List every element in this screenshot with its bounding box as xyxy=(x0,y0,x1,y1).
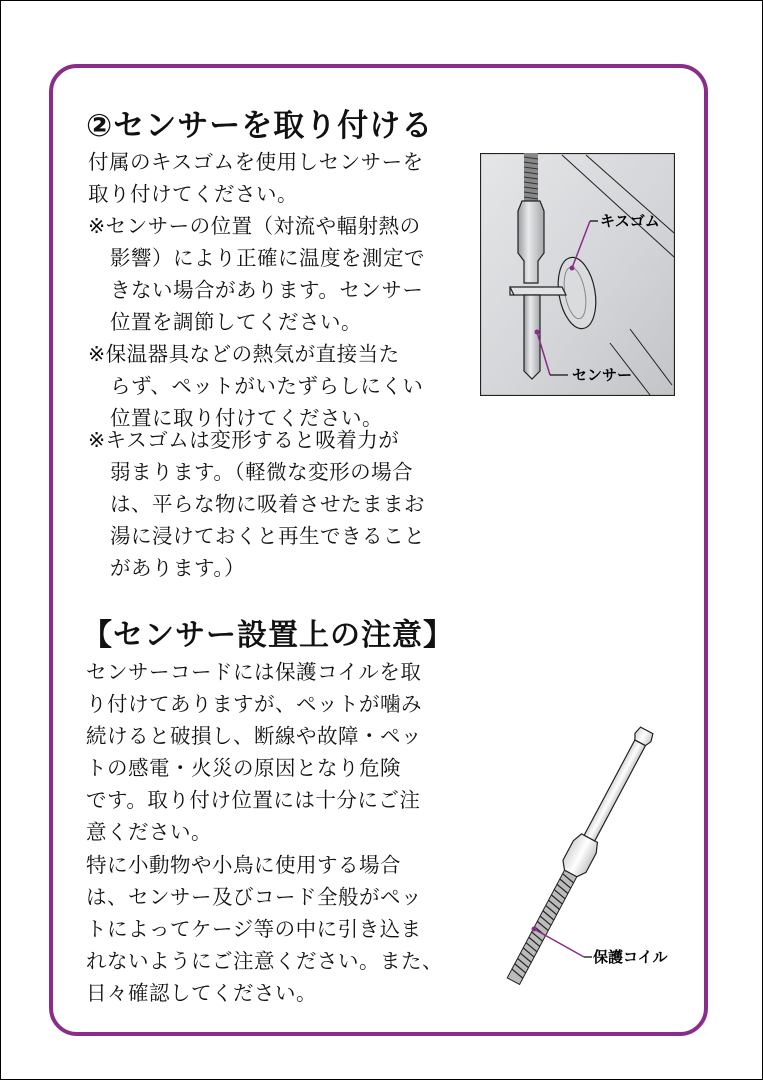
section2-paragraph1 xyxy=(86,656,422,848)
sensor-coil-figure xyxy=(480,712,680,1002)
note-line: ※センサーの位置（対流や輻射熱の xyxy=(88,214,421,238)
note-line: 湯に浸けておくと再生できること xyxy=(110,524,425,548)
protective-coil xyxy=(507,870,577,984)
label-coil: 保護コイル xyxy=(593,948,668,966)
para-line: 意ください。 xyxy=(86,820,212,844)
para-line: り付けてありますが、ペットが噛み xyxy=(86,692,422,716)
probe-tube xyxy=(584,740,645,841)
para-line: トの感電・火災の原因となり危険 xyxy=(86,756,401,780)
note-line: ※キスゴムは変形すると吸着力が xyxy=(88,428,400,452)
note-line: 影響）により正確に温度を測定で xyxy=(110,246,425,270)
section2-paragraph2 xyxy=(86,849,443,1009)
sensor-probe xyxy=(524,295,540,379)
section1-intro xyxy=(88,146,424,210)
clip-band xyxy=(510,287,566,295)
section1-title: ②センサーを取り付ける xyxy=(86,108,434,144)
note-line: 位置に取り付けてください。 xyxy=(110,406,383,430)
note-line: きない場合があります。センサー xyxy=(110,278,424,302)
note-line: ※保温器具などの熱気が直接当た xyxy=(88,342,400,366)
para-line: 日々確認してください。 xyxy=(86,981,317,1005)
intro-line: 取り付けてください。 xyxy=(88,182,298,206)
label-kissgum: キスゴム xyxy=(600,212,660,230)
note-3 xyxy=(88,424,425,584)
intro-line: 付属のキスゴムを使用しセンサーを xyxy=(88,150,424,174)
note-line: 位置を調節してください。 xyxy=(110,310,362,334)
coil-cable-top xyxy=(524,153,538,201)
section2-title: 【センサー設置上の注意】 xyxy=(82,618,454,653)
para-line: 特に小動物や小鳥に使用する場合 xyxy=(86,853,401,877)
para-line: は、センサー及びコード全般がペッ xyxy=(86,885,422,909)
para-line: 続けると破損し、断線や故障・ペッ xyxy=(86,724,422,748)
note-line: らず、ペットがいたずらしにくい xyxy=(110,374,424,398)
note-line: 弱まります。（軽微な変形の場合 xyxy=(110,460,414,484)
label-sensor: センサー xyxy=(572,366,633,384)
note-1 xyxy=(88,210,425,338)
para-line: センサーコードには保護コイルを取 xyxy=(86,660,422,684)
para-line: れないようにご注意ください。また、 xyxy=(86,949,443,973)
note-2 xyxy=(88,338,423,434)
note-line: は、平らな物に吸着させたままお xyxy=(110,492,425,516)
sensor-mount-figure xyxy=(480,153,675,396)
para-line: です。取り付け位置には十分にご注 xyxy=(86,788,421,812)
para-line: トによってケージ等の中に引き込ま xyxy=(86,917,422,941)
note-line: があります。） xyxy=(110,556,246,580)
